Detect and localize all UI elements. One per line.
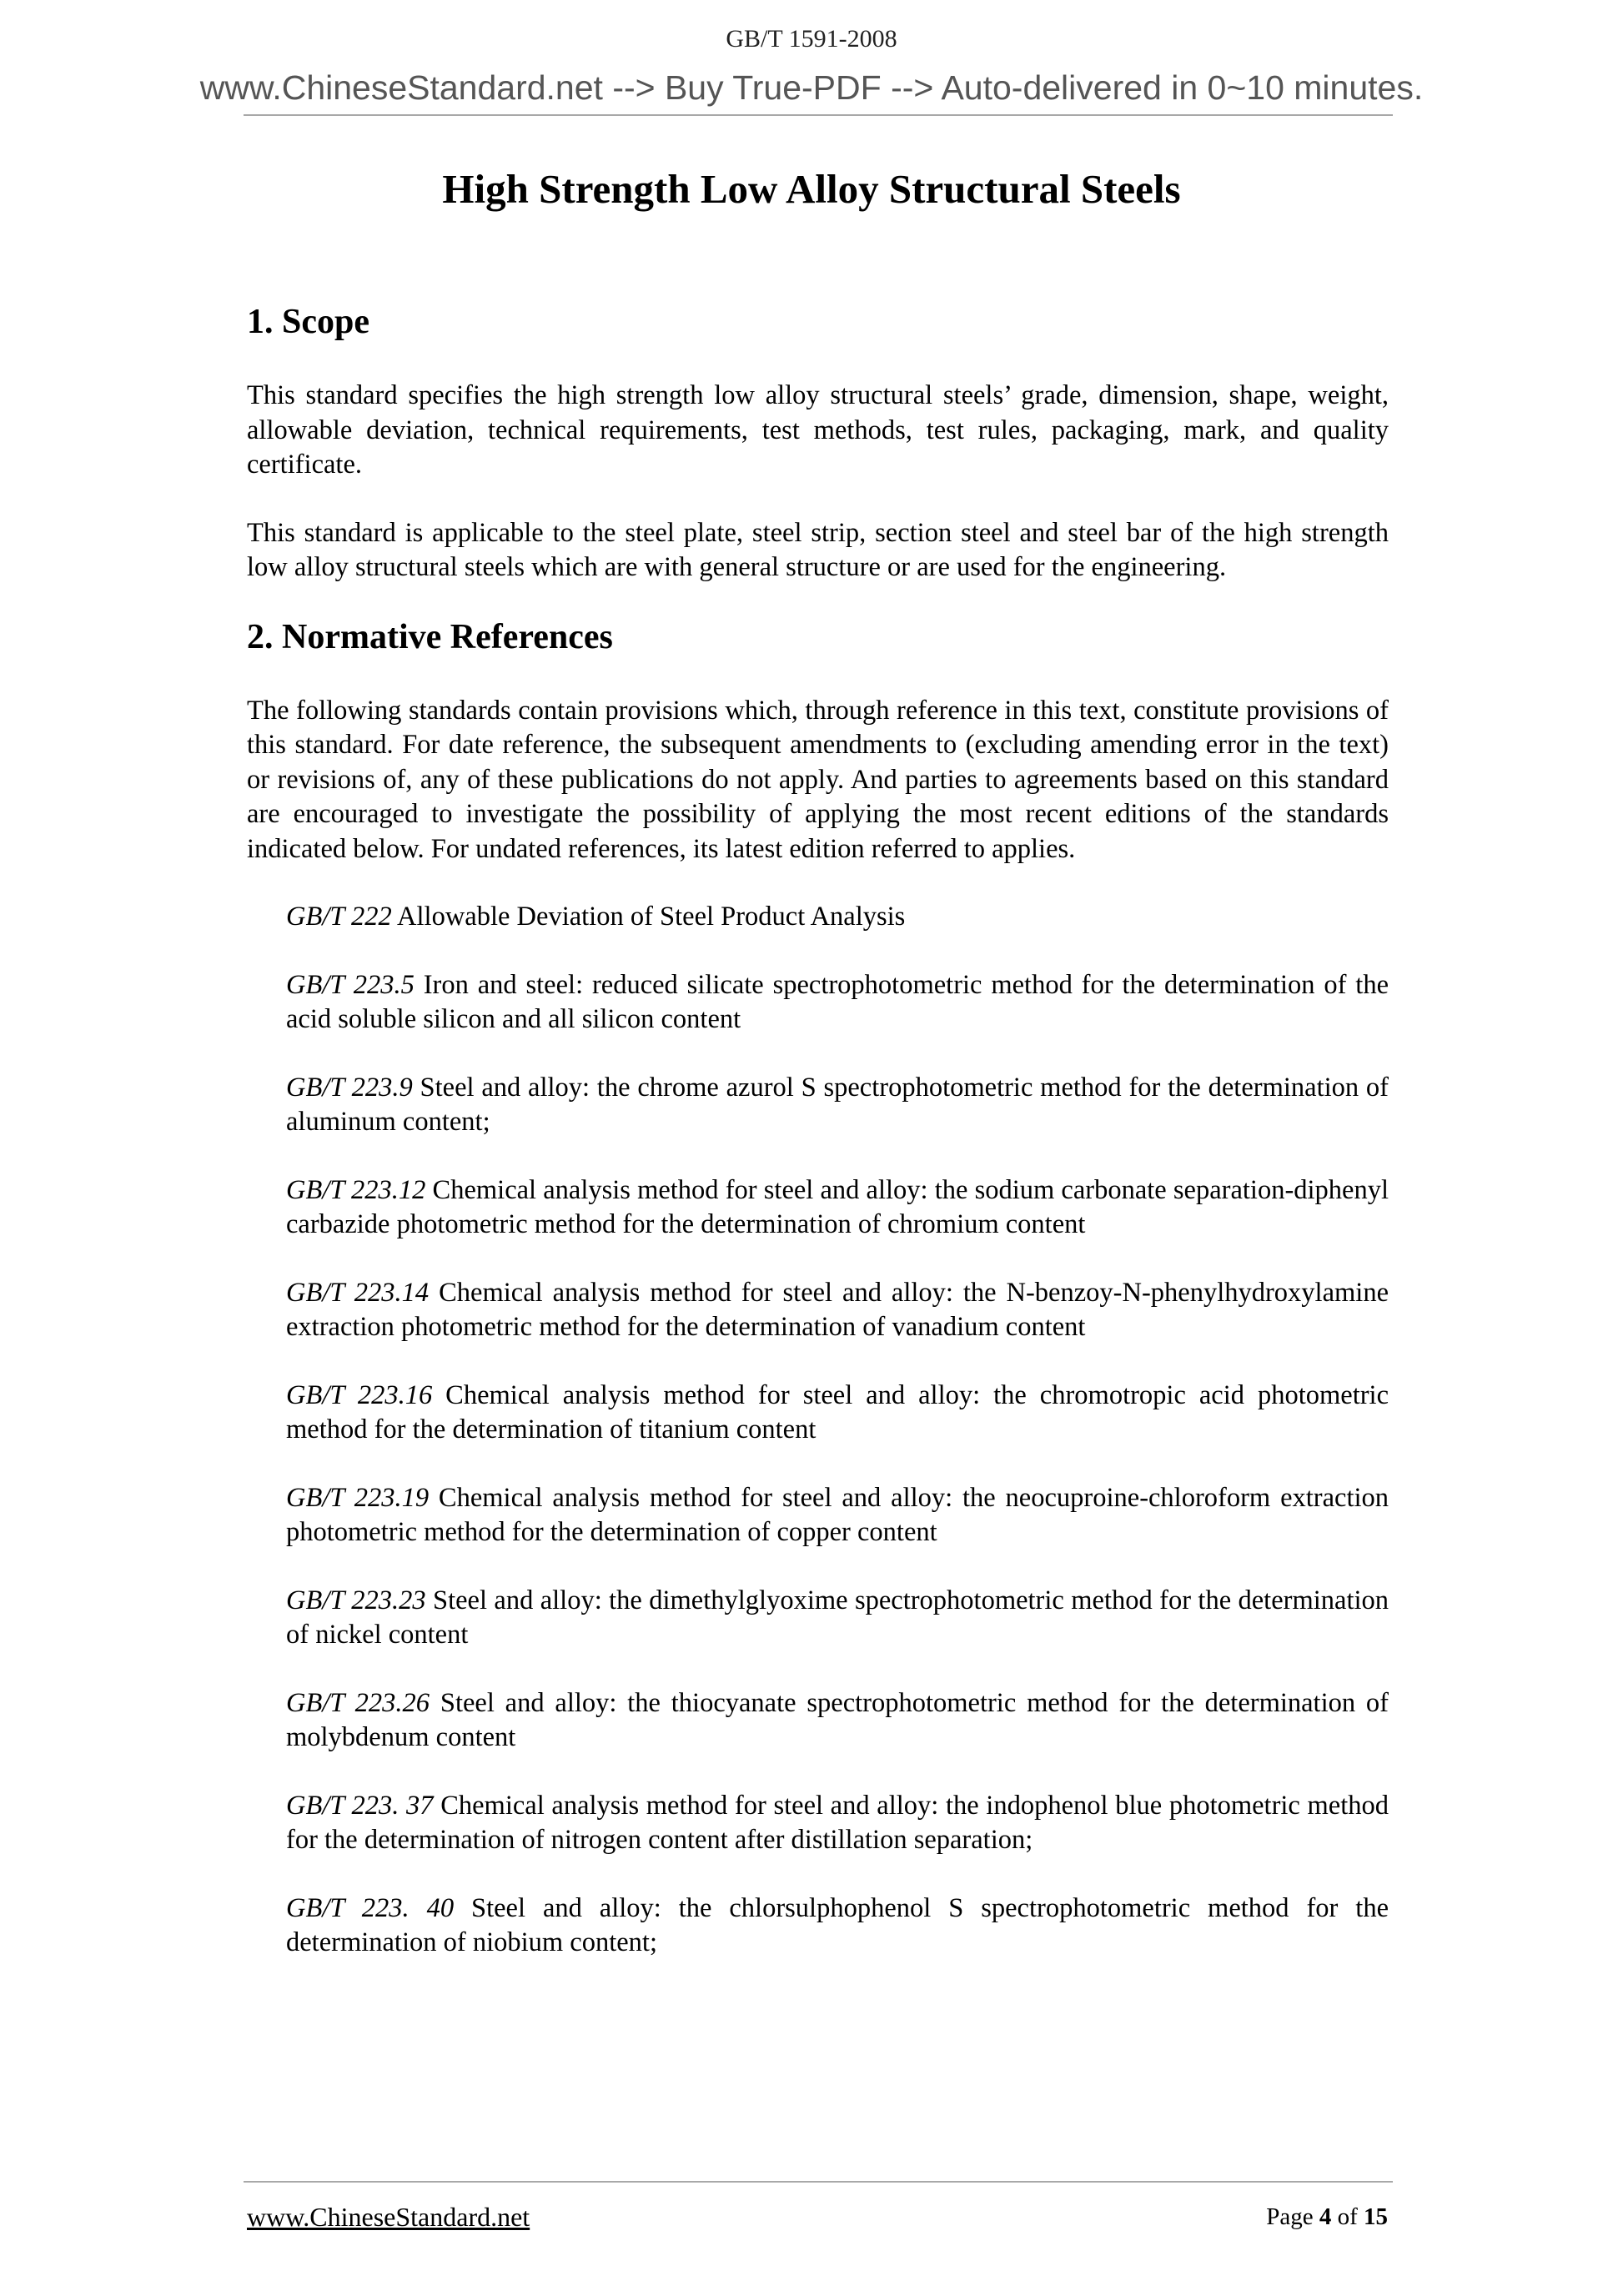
reference-text: Steel and alloy: the thiocyanate spectrophotometric method for the determination of molybdenum content: [286, 1687, 1389, 1752]
footer-divider: [244, 2181, 1393, 2183]
reference-item: [286, 968, 1389, 1037]
reference-text: Allowable Deviation of Steel Product Analysis: [391, 902, 906, 932]
reference-item: [286, 1481, 1389, 1550]
header-divider: [244, 114, 1393, 116]
reference-code: GB/T 223.16: [286, 1379, 433, 1410]
reference-code: GB/T 223. 37: [286, 1790, 434, 1821]
reference-text: Iron and steel: reduced silicate spectrophotometric method for the determination of the acid soluble silicon and all silicon content: [286, 969, 1389, 1034]
document-body: [247, 302, 1389, 1961]
reference-text: Steel and alloy: the dimethylglyoxime spectrophotometric method for the determination of nickel content: [286, 1585, 1389, 1650]
reference-code: GB/T 223.26: [286, 1687, 430, 1718]
reference-code: GB/T 223.9: [286, 1072, 413, 1103]
reference-item: [286, 1071, 1389, 1140]
reference-text: Chemical analysis method for steel and alloy: the N-benzoy-N-phenylhydroxylamine extraction photometric method for the determination of vanadium content: [286, 1277, 1389, 1342]
reference-text: Chemical analysis method for steel and alloy: the sodium carbonate separation-diphenyl carbazide photometric method for the determination of chromium content: [286, 1174, 1389, 1239]
reference-code: GB/T 223.23: [286, 1585, 426, 1615]
page-label: Page: [1266, 2203, 1319, 2230]
section-heading-scope: 1. Scope: [247, 303, 369, 341]
page-number: [1266, 2203, 1388, 2231]
reference-text: Chemical analysis method for steel and alloy: the chromotropic acid photometric method for the determination of titanium content: [286, 1379, 1389, 1444]
reference-item: [286, 1173, 1389, 1243]
reference-code: GB/T 223.12: [286, 1174, 426, 1205]
reference-item: [286, 1892, 1389, 1961]
reference-item: [286, 1584, 1389, 1653]
page-of: of: [1331, 2203, 1364, 2230]
reference-code: GB/T 223. 40: [286, 1892, 455, 1923]
reference-code: GB/T 223.19: [286, 1482, 430, 1513]
reference-item: [286, 1789, 1389, 1858]
reference-text: Chemical analysis method for steel and alloy: the neocuproine-chloroform extraction photometric method for the determination of copper content: [286, 1482, 1389, 1547]
reference-item: [286, 1686, 1389, 1756]
header-banner: www.ChineseStandard.net --> Buy True-PDF --> Auto-delivered in 0~10 minutes.: [199, 68, 1424, 107]
reference-item: [286, 1379, 1389, 1448]
paragraph: This standard is applicable to the steel plate, steel strip, section steel and steel bar of the high strength low alloy structural steels which are with general structure or are used for the engineering.: [247, 517, 1389, 582]
reference-code: GB/T 223.14: [286, 1277, 430, 1308]
reference-item: [286, 1276, 1389, 1345]
paragraph: This standard specifies the high strength low alloy structural steels’ grade, dimension, shape, weight, allowable deviation, technical requirements, test methods, test rules, packaging, mark, and quality certificate.: [247, 380, 1389, 480]
paragraph: The following standards contain provisions which, through reference in this text, constitute provisions of this standard. For date reference, the subsequent amendments to (excluding amending error in the text) or revisions of, any of these publications do not apply. And parties to agreements based on this standard are encouraged to investigate the possibility of applying the most recent editions of the standards indicated below. For undated references, its latest edition referred to applies.: [247, 695, 1389, 864]
document-id: GB/T 1591-2008: [726, 25, 897, 53]
reference-text: Steel and alloy: the chlorsulphophenol S spectrophotometric method for the determination of niobium content;: [286, 1892, 1389, 1957]
section-heading-normative-references: 2. Normative References: [247, 617, 613, 656]
page-title: High Strength Low Alloy Structural Steels: [442, 166, 1181, 212]
current-page: 4: [1319, 2203, 1332, 2230]
reference-text: Chemical analysis method for steel and alloy: the indophenol blue photometric method for the determination of nitrogen content after distillation separation;: [286, 1790, 1389, 1855]
reference-code: GB/T 223.5: [286, 969, 415, 1000]
reference-text: Steel and alloy: the chrome azurol S spectrophotometric method for the determination of aluminum content;: [286, 1072, 1389, 1137]
reference-item: [286, 900, 1389, 935]
footer-website-link[interactable]: www.ChineseStandard.net: [247, 2202, 530, 2232]
reference-code: GB/T 222: [286, 902, 392, 932]
total-pages: 15: [1364, 2203, 1388, 2230]
